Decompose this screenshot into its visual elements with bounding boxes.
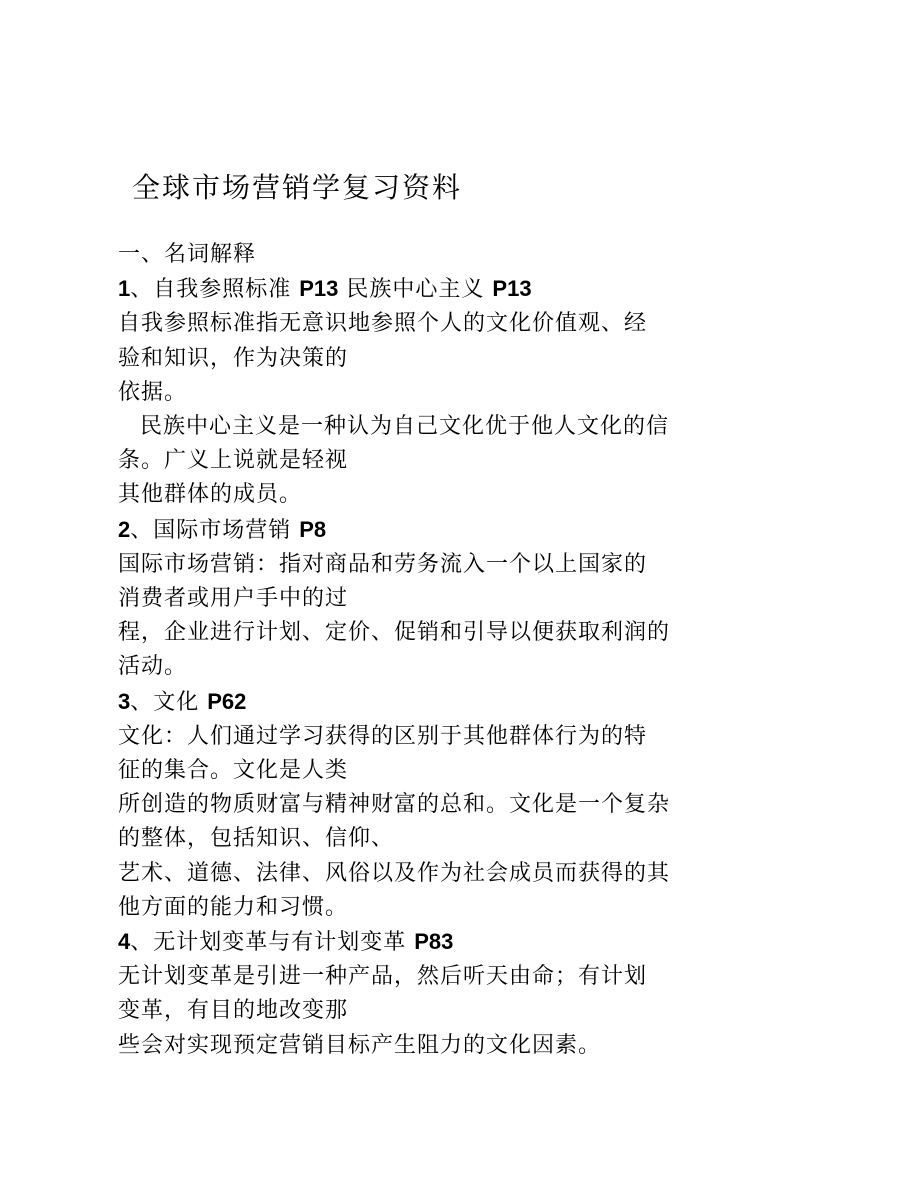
body-line: 无计划变革是引进一种产品，然后听天由命；有计划 [118,964,648,990]
term-heading-2 [118,513,718,548]
body-line: 的整体，包括知识、信仰、 [118,826,395,852]
page-reference: P8 [299,516,327,542]
body-line: 自我参照标准指无意识地参照个人的文化价值观、经 [118,311,648,337]
page-reference: P62 [207,688,247,714]
body-line: 其他群体的成员。 [118,482,303,508]
term-title: 民族中心主义 [338,277,493,303]
body-line: 国际市场营销：指对商品和劳务流入一个以上国家的 [118,551,648,577]
body-line: 些会对实现预定营销目标产生阻力的文化因素。 [118,1032,602,1058]
term-number: 3 [118,688,131,714]
page-reference: P13 [299,276,339,302]
body-line: 他方面的能力和习惯。 [118,894,349,920]
body-line: 程，企业进行计划、定价、促销和引导以便获取利润的 [118,620,671,646]
body-line: 活动。 [118,654,188,680]
body-line: 验和知识，作为决策的 [118,345,349,371]
document-title: 全球市场营销学复习资料 [132,171,463,204]
term-title: 、自我参照标准 [130,277,300,303]
body-line: 征的集合。文化是人类 [118,758,349,784]
body-line: 条。广义上说就是轻视 [118,448,349,474]
body-line: 依据。 [118,379,188,405]
body-line: 民族中心主义是一种认为自己文化优于他人文化的信 [140,414,670,440]
body-line: 所创造的物质财富与精神财富的总和。文化是一个复杂 [118,792,671,818]
term-number: 2 [118,516,131,542]
body-line: 文化：人们通过学习获得的区别于其他群体行为的特 [118,723,648,749]
term-title: 、国际市场营销 [130,517,300,543]
page-reference: P83 [414,929,454,955]
term-title: 、无计划变革与有计划变革 [130,930,415,956]
term-title: 、文化 [130,689,208,715]
page-reference: P13 [492,276,532,302]
term-number: 1 [118,276,131,302]
term-number: 4 [118,929,131,955]
body-line: 消费者或用户手中的过 [118,586,349,612]
term-heading-1 [118,272,718,307]
body-line: 变革，有目的地改变那 [118,998,349,1024]
document-body [118,238,718,1063]
term-heading-4 [118,925,718,960]
section-heading: 一、名词解释 [118,242,257,267]
body-line: 艺术、道德、法律、风俗以及作为社会成员而获得的其 [118,860,671,886]
term-heading-3 [118,685,718,720]
